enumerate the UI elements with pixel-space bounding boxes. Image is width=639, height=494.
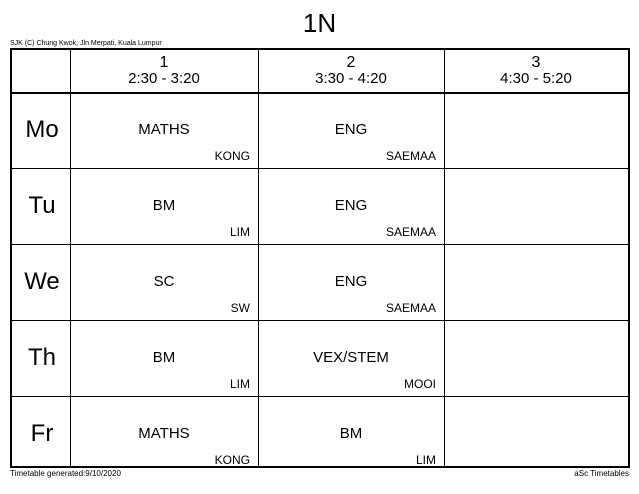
grid-divider (258, 50, 259, 466)
period-header-3 (444, 50, 628, 92)
row-divider (12, 168, 628, 169)
day-label-th: Th (27, 344, 56, 371)
lesson-teacher: SAEMAA (385, 149, 436, 163)
timetable-grid (10, 48, 630, 468)
lesson-teacher: KONG (214, 149, 250, 163)
row-divider (12, 396, 628, 397)
day-label-fr: Fr (30, 420, 54, 447)
lesson-subject: BM (152, 349, 176, 366)
day-label-mo: Mo (25, 116, 59, 143)
lesson-teacher: LIM (229, 225, 250, 239)
grid-divider (70, 50, 71, 466)
period-number: 3 (531, 54, 541, 71)
lesson-subject: ENG (334, 197, 368, 214)
lesson-subject: VEX/STEM (313, 349, 389, 366)
day-label-we: We (24, 268, 60, 295)
lesson-subject: MATHS (138, 121, 190, 138)
lesson-subject: BM (152, 197, 176, 214)
lesson-teacher: SW (230, 301, 250, 315)
grid-divider (444, 50, 445, 466)
row-divider (12, 320, 628, 321)
generated-date: Timetable generated:9/10/2020 (10, 469, 121, 478)
timetable-title: 1N (302, 8, 337, 38)
lesson-teacher: KONG (214, 453, 250, 467)
lesson-teacher: LIM (415, 453, 436, 467)
lesson-subject: SC (153, 273, 175, 290)
software-credit: aSc Timetables (574, 469, 629, 478)
day-label-tu: Tu (28, 192, 56, 219)
period-number: 1 (159, 54, 169, 71)
period-time: 4:30 - 5:20 (500, 70, 572, 87)
lesson-teacher: MOOI (404, 377, 436, 391)
lesson-teacher: SAEMAA (385, 301, 436, 315)
period-time: 3:30 - 4:20 (315, 70, 387, 87)
lesson-teacher: LIM (229, 377, 250, 391)
header-divider (12, 92, 628, 94)
lesson-subject: BM (339, 425, 363, 442)
period-header-2 (258, 50, 444, 92)
period-number: 2 (346, 54, 356, 71)
school-name: SJK (C) Chung Kwok, Jln Merpati, Kuala Lumpur (10, 40, 162, 47)
period-time: 2:30 - 3:20 (128, 70, 200, 87)
lesson-subject: ENG (334, 121, 368, 138)
lesson-teacher: SAEMAA (385, 225, 436, 239)
period-header-1 (70, 50, 258, 92)
row-divider (12, 244, 628, 245)
lesson-subject: MATHS (138, 425, 190, 442)
lesson-subject: ENG (334, 273, 368, 290)
